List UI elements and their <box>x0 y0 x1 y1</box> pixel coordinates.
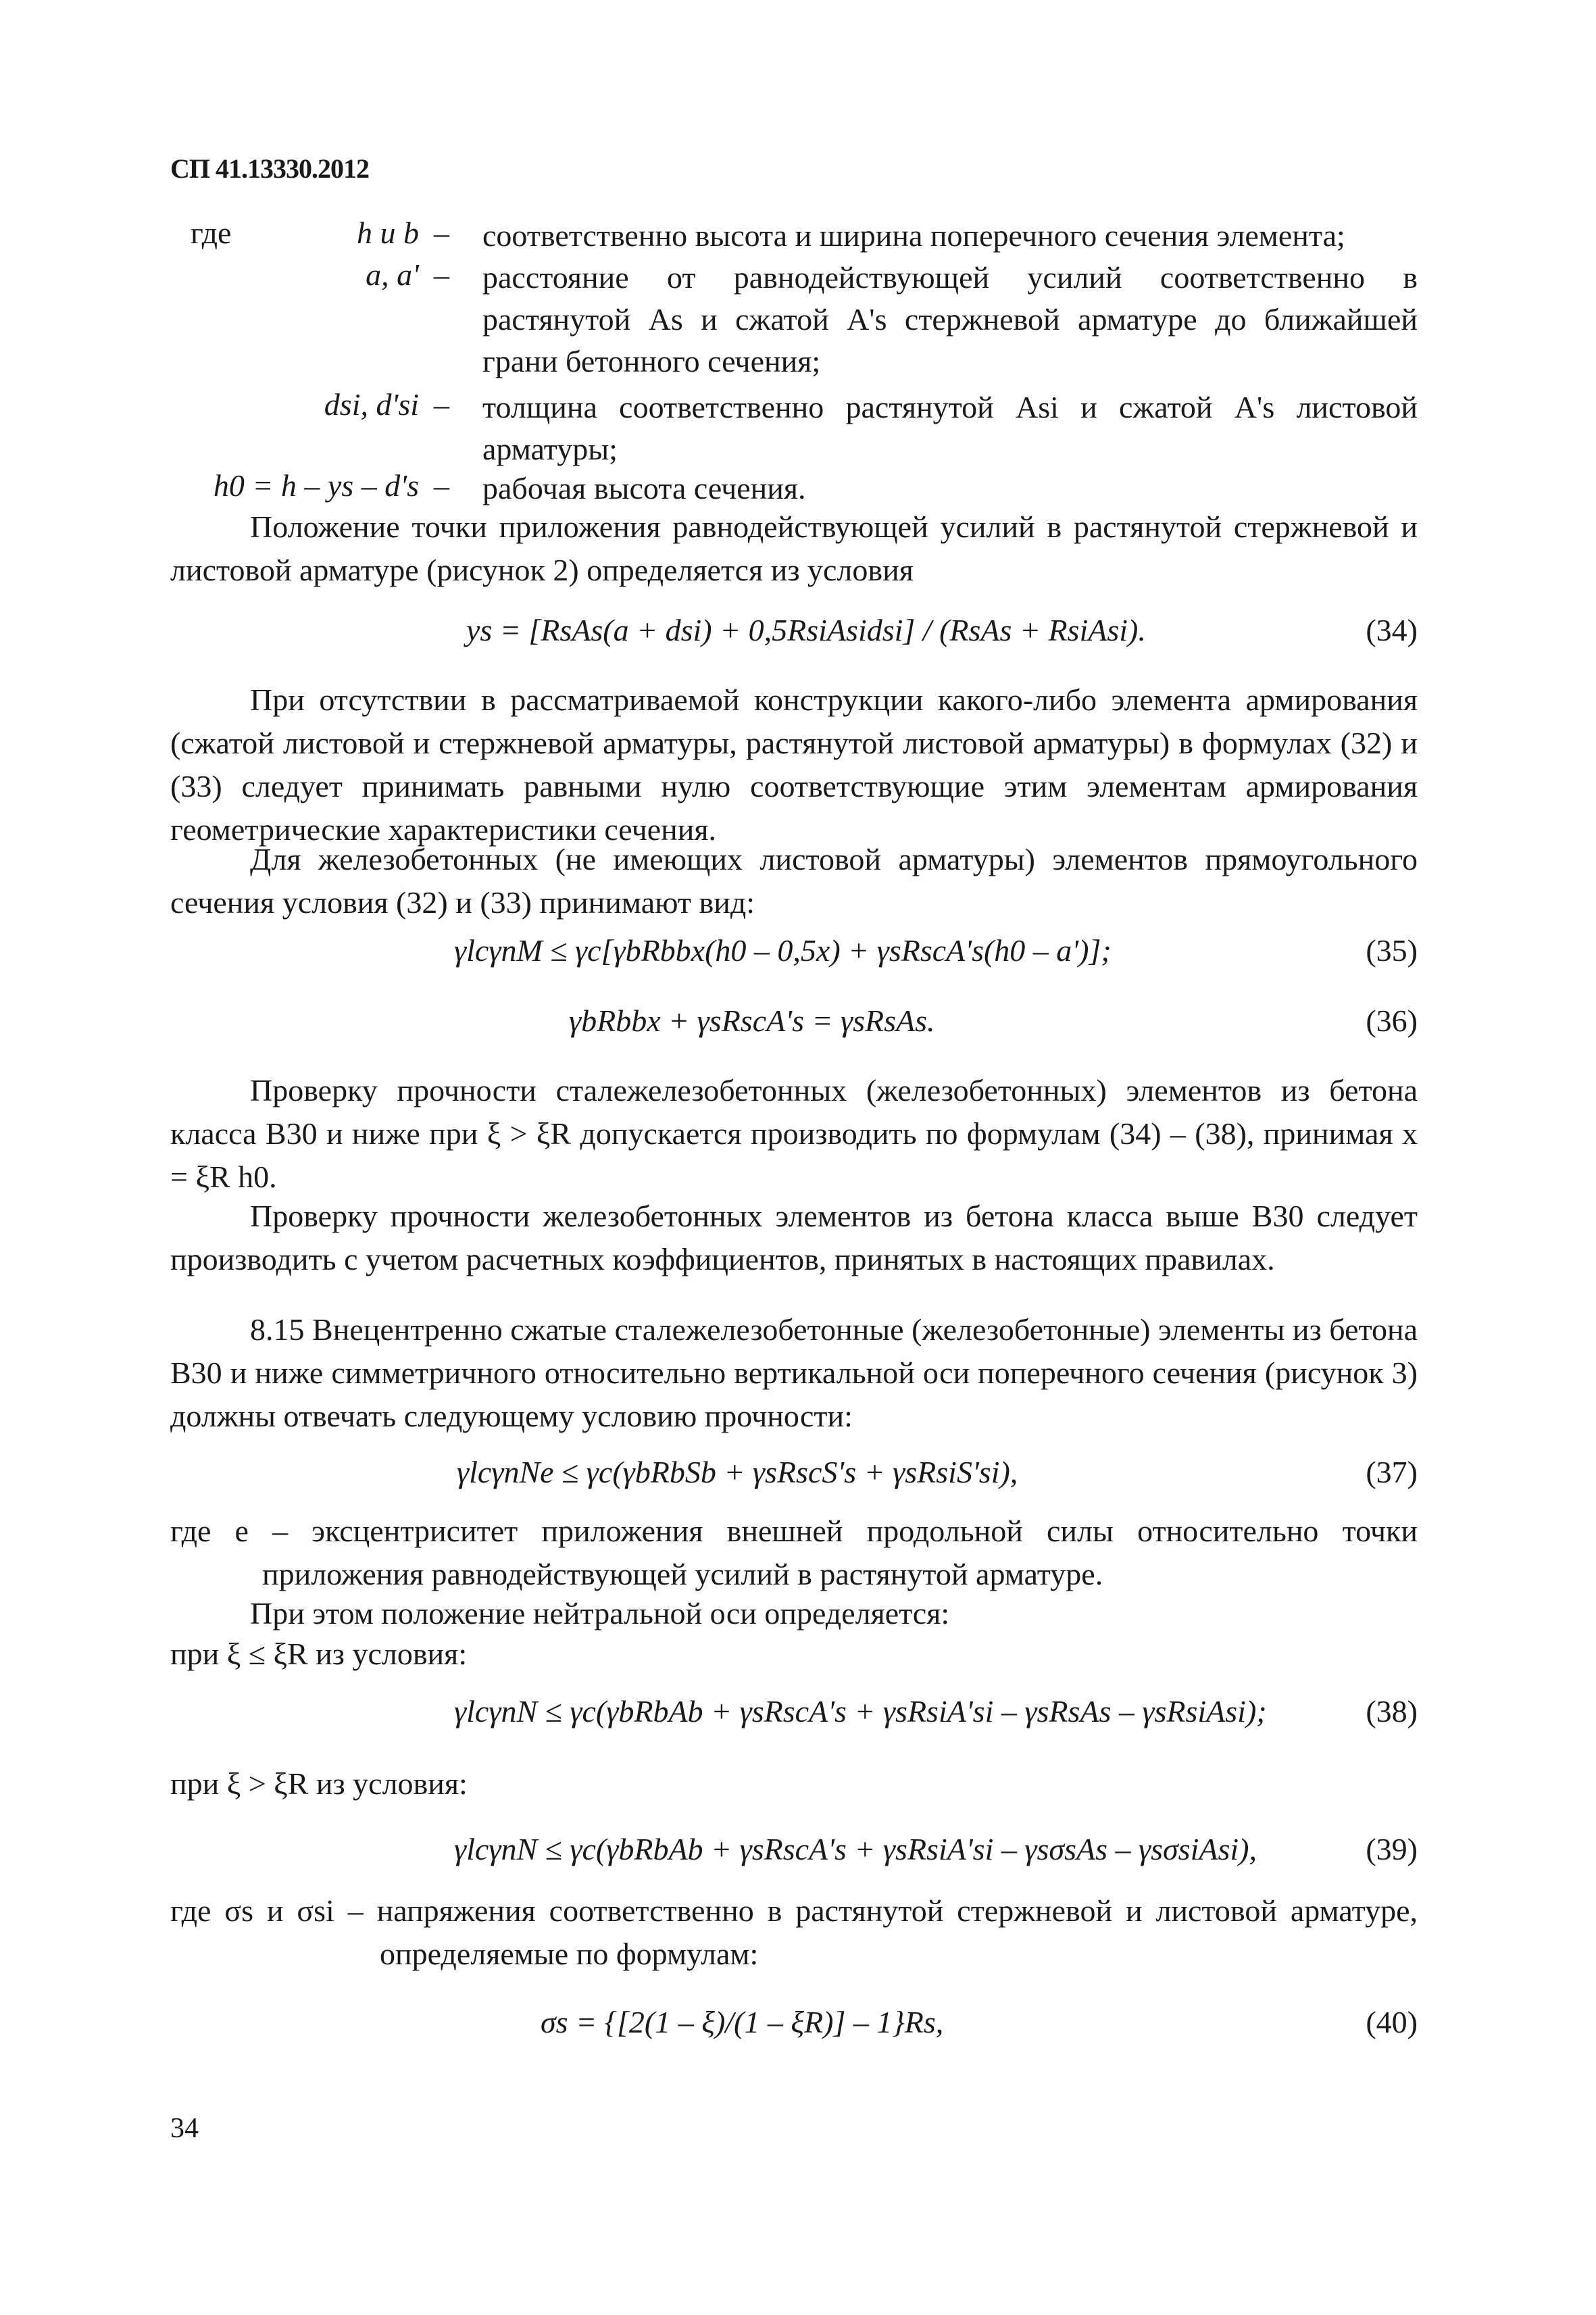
equation-number: (38) <box>1366 1694 1418 1728</box>
paragraph: Проверку прочности железобетонных элементов из бетона класса выше В30 следует производить с учетом расчетных коэффициентов, принятых в настоящих правилах. <box>170 1199 1418 1276</box>
where-description: расстояние от равнодействующей усилий соответственно в растянутой As и сжатой A's стержневой арматуре до ближайшей грани бетонного сечения; <box>482 260 1418 378</box>
equation-36: γbRbbx + γsRscA's = γsRsAs. <box>569 1003 935 1038</box>
equation-40: σs = {[2(1 – ξ)/(1 – ξR)] – 1}Rs, <box>541 2005 944 2039</box>
paragraph: где σs и σsi – напряжения соответственно в растянутой стержневой и листовой арматуре, определяемые по формулам: <box>170 1893 1418 1971</box>
where-symbol: h и b <box>357 216 419 250</box>
equation-37: γlcγnNe ≤ γc(γbRbSb + γsRscS's + γsRsiS'si), <box>457 1455 1018 1489</box>
paragraph: Проверку прочности сталежелезобетонных (железобетонных) элементов из бетона класса В30 и ниже при ξ > ξR допускается производить по формулам (34) – (38), принимая x = ξR h0. <box>170 1073 1418 1194</box>
equation-number: (37) <box>1366 1455 1418 1489</box>
where-dash: – <box>434 468 449 503</box>
where-description: рабочая высота сечения. <box>482 471 806 505</box>
document-code-header: СП 41.13330.2012 <box>170 153 369 184</box>
paragraph: При отсутствии в рассматриваемой конструкции какого-либо элемента армирования (сжатой листовой и стержневой арматуры, растянутой листовой арматуры) в формулах (32) и (33) следует принимать равными нулю соответствующие этим элементам армирования геометрические характеристики сечения. <box>170 682 1418 847</box>
equation-number: (34) <box>1366 613 1418 647</box>
paragraph: при ξ ≤ ξR из условия: <box>170 1637 468 1671</box>
where-symbol: dsi, d'si <box>324 387 419 422</box>
paragraph: Положение точки приложения равнодействующей усилий в растянутой стержневой и листовой арматуре (рисунок 2) определяется из условия <box>170 509 1418 587</box>
equation-number: (36) <box>1366 1003 1418 1038</box>
equation-number: (35) <box>1366 933 1418 968</box>
equation-39: γlcγnN ≤ γc(γbRbAb + γsRscA's + γsRsiA'si – γsσsAs – γsσsiAsi), <box>454 1832 1257 1866</box>
paragraph: при ξ > ξR из условия: <box>170 1766 468 1801</box>
where-symbol: a, a' <box>366 257 419 292</box>
equation-34: ys = [RsAs(a + dsi) + 0,5RsiAsidsi] / (RsAs + RsiAsi). <box>466 613 1146 647</box>
paragraph: При этом положение нейтральной оси определяется: <box>250 1596 950 1631</box>
paragraph: 8.15 Внецентренно сжатые сталежелезобетонные (железобетонные) элементы из бетона В30 и ниже симметричного относительно вертикальной оси поперечного сечения (рисунок 3) должны отвечать следующему условию прочности: <box>170 1312 1418 1433</box>
where-description: соответственно высота и ширина поперечного сечения элемента; <box>482 218 1345 253</box>
where-symbol: h0 = h – ys – d's <box>213 468 419 503</box>
where-label: где <box>191 216 232 250</box>
where-description: толщина соответственно растянутой Asi и сжатой A's листовой арматуры; <box>482 390 1418 466</box>
paragraph: Для железобетонных (не имеющих листовой арматуры) элементов прямоугольного сечения условия (32) и (33) принимают вид: <box>170 842 1418 920</box>
equation-38: γlcγnN ≤ γc(γbRbAb + γsRscA's + γsRsiA'si – γsRsAs – γsRsiAsi); <box>454 1694 1267 1728</box>
where-dash: – <box>434 257 449 292</box>
paragraph: где e – эксцентриситет приложения внешней продольной силы относительно точки приложения равнодействующей усилий в растянутой арматуре. <box>170 1514 1418 1591</box>
equation-number: (40) <box>1366 2005 1418 2039</box>
where-dash: – <box>434 216 449 250</box>
equation-35: γlcγnM ≤ γc[γbRbbx(h0 – 0,5x) + γsRscA's(h0 – a')]; <box>454 933 1112 968</box>
equation-number: (39) <box>1366 1832 1418 1866</box>
page-number: 34 <box>170 2113 199 2144</box>
where-dash: – <box>434 387 449 422</box>
